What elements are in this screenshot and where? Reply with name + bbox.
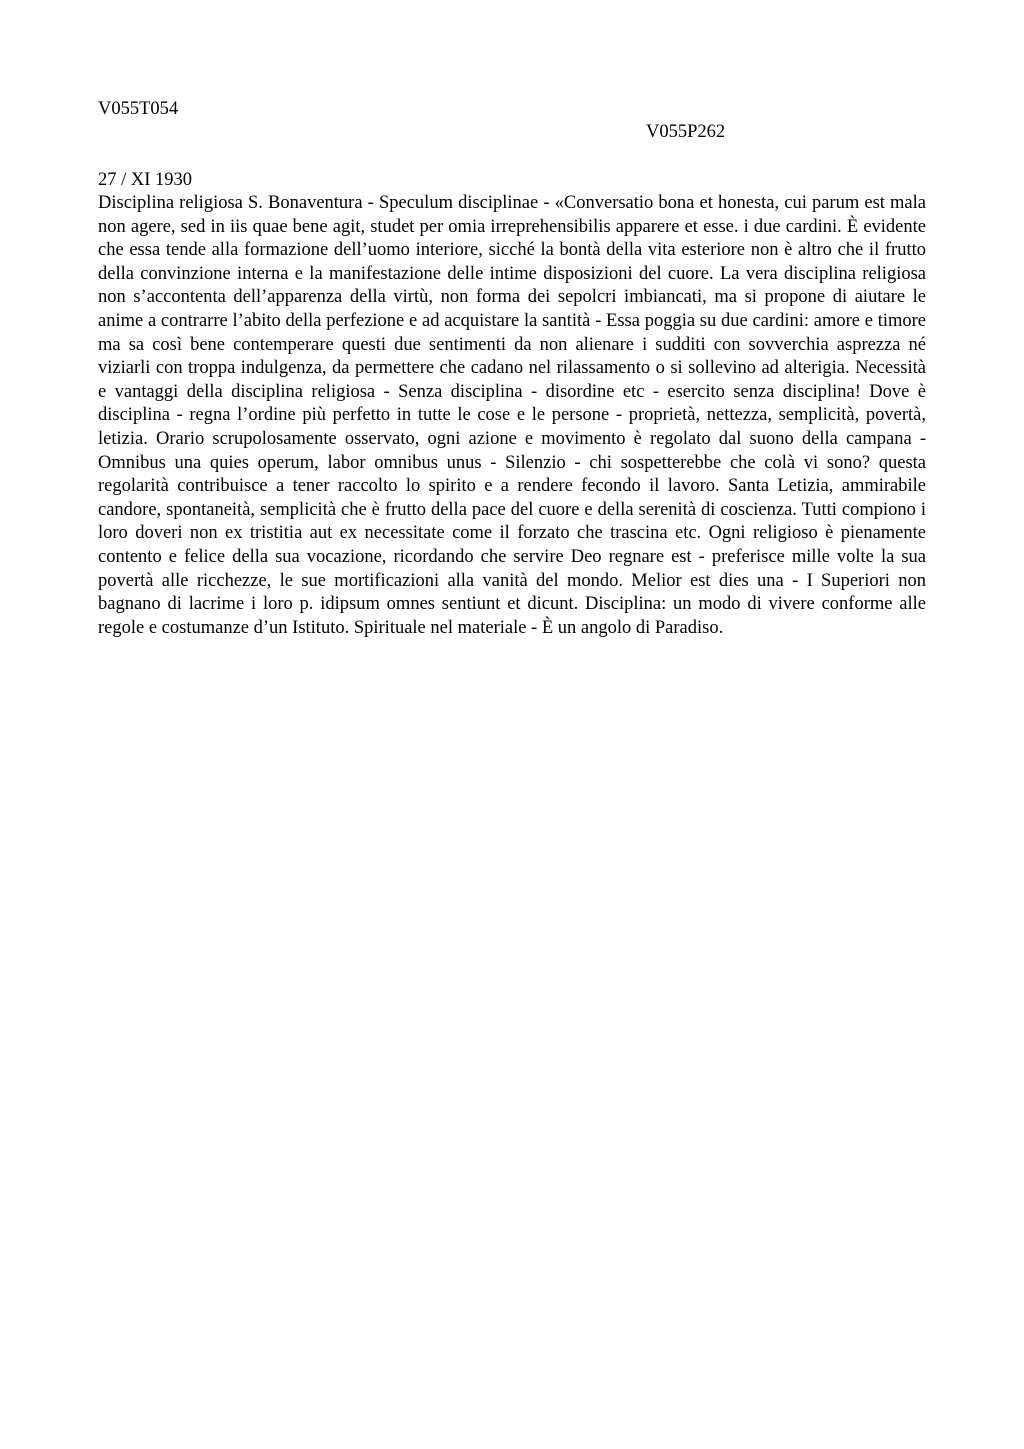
page-code: V055P262 <box>646 122 726 142</box>
entry-date: 27 / XI 1930 <box>98 170 193 190</box>
document-code: V055T054 <box>98 99 179 119</box>
entry-body-text: Disciplina religiosa S. Bonaventura - Speculum disciplinae - «Conversatio bona et honesta, cui parum est mala non agere, sed in iis quae bene agit, studet per omia irreprehensibilis apparere et esse. i due cardini. È evidente che essa tende alla formazione dell’uomo interiore, sicché la bontà della vita esteriore non è altro che il frutto della convinzione interna e la manifestazione delle intime disposizioni del cuore. La vera disciplina religiosa non s’accontenta dell’apparenza della virtù, non forma dei sepolcri imbiancati, ma si propone di aiutare le anime a contrarre l’abito della perfezione e ad acquistare la santità - Essa poggia su due cardini: amore e timore ma sa così bene contemperare questi due sentimenti da non alienare i sudditi con sovverchia asprezza né viziarli con troppa indulgenza, da permettere che cadano nel rilassamento o si sollevino ad alterigia. Necessità e vantaggi della disciplina religiosa - Senza disciplina - disordine etc - esercito senza disciplina! Dove è disciplina - regna l’ordine più perfetto in tutte le cose e le persone - proprietà, nettezza, semplicità, povertà, letizia. Orario scrupolosamente osservato, ogni azione e movimento è regolato dal suono della campana - Omnibus una quies operum, labor omnibus unus - Silenzio - chi sospetterebbe che colà vi sono? questa regolarità contribuisce a tener raccolto lo spirito e a rendere fecondo il lavoro. Santa Letizia, ammirabile candore, spontaneità, semplicità che è frutto della pace del cuore e della serenità di coscienza. Tutti compiono i loro doveri non ex tristitia aut ex necessitate come il forzato che trascina etc. Ogni religioso è pienamente contento e felice della sua vocazione, ricordando che servire Deo regnare est - preferisce mille volte la sua povertà alle ricchezze, le sue mortificazioni alla vanità del mondo. Melior est dies una - I Superiori non bagnano di lacrime i loro p. idipsum omnes sentiunt et dicunt. Disciplina: un modo di vivere conforme alle regole e costumanze d’un Istituto. Spirituale nel materiale - È un angolo di Paradiso. <box>98 193 926 638</box>
